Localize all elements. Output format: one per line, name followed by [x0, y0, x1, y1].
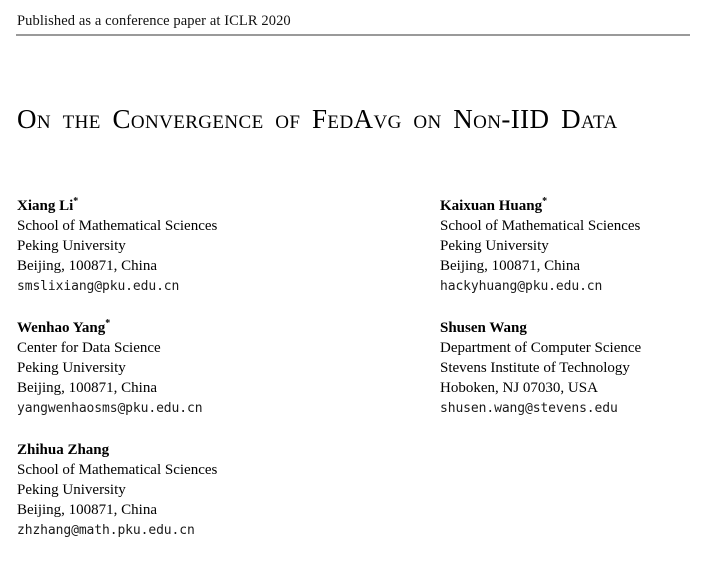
- author-email[interactable]: yangwenhaosms@pku.edu.cn: [17, 401, 203, 416]
- affiliation-line: School of Mathematical Sciences: [440, 218, 641, 234]
- venue-line: Published as a conference paper at ICLR 2020: [17, 13, 291, 29]
- author-block: [17, 196, 417, 297]
- author-name-text: Shusen Wang: [440, 320, 527, 336]
- header-divider-rule: [16, 34, 690, 36]
- affiliation-line: Department of Computer Science: [440, 340, 642, 356]
- author-list: [0, 196, 720, 538]
- author-name: [17, 440, 417, 460]
- author-block: [17, 318, 417, 419]
- author-footnote-marker: *: [542, 196, 548, 207]
- author-block: [17, 440, 417, 541]
- affiliation-line: Peking University: [17, 360, 126, 376]
- affiliation-line: Peking University: [440, 238, 549, 254]
- affiliation-line: School of Mathematical Sciences: [17, 218, 218, 234]
- author-block: [440, 196, 710, 297]
- author-name: [440, 196, 710, 216]
- author-email[interactable]: shusen.wang@stevens.edu: [440, 401, 618, 416]
- author-name-text: Xiang Li: [17, 198, 74, 214]
- affiliation-line: Peking University: [17, 238, 126, 254]
- affiliation-line: Stevens Institute of Technology: [440, 360, 630, 376]
- author-footnote-marker: *: [105, 318, 111, 329]
- author-name-text: Zhihua Zhang: [17, 442, 110, 458]
- page-title: On the Convergence of FedAvg on Non-IID Data: [17, 104, 618, 134]
- affiliation-line: Hoboken, NJ 07030, USA: [440, 380, 598, 396]
- author-block: [440, 318, 710, 419]
- affiliation-line: Peking University: [17, 482, 126, 498]
- author-footnote-marker: *: [73, 196, 79, 207]
- author-row: [0, 196, 720, 318]
- author-name-text: Wenhao Yang: [17, 320, 106, 336]
- author-email[interactable]: zhzhang@math.pku.edu.cn: [17, 523, 195, 538]
- affiliation-line: Beijing, 100871, China: [17, 502, 157, 518]
- author-row: [0, 318, 720, 440]
- author-email[interactable]: hackyhuang@pku.edu.cn: [440, 279, 603, 294]
- affiliation-line: Beijing, 100871, China: [17, 380, 157, 396]
- author-name: [440, 318, 710, 338]
- affiliation-line: Beijing, 100871, China: [440, 258, 580, 274]
- author-name-text: Kaixuan Huang: [440, 198, 543, 214]
- author-name: [17, 196, 417, 216]
- author-email[interactable]: smslixiang@pku.edu.cn: [17, 279, 180, 294]
- affiliation-line: School of Mathematical Sciences: [17, 462, 218, 478]
- running-header: [17, 13, 691, 30]
- title-block: [17, 100, 693, 138]
- author-name: [17, 318, 417, 338]
- affiliation-line: Center for Data Science: [17, 340, 161, 356]
- affiliation-line: Beijing, 100871, China: [17, 258, 157, 274]
